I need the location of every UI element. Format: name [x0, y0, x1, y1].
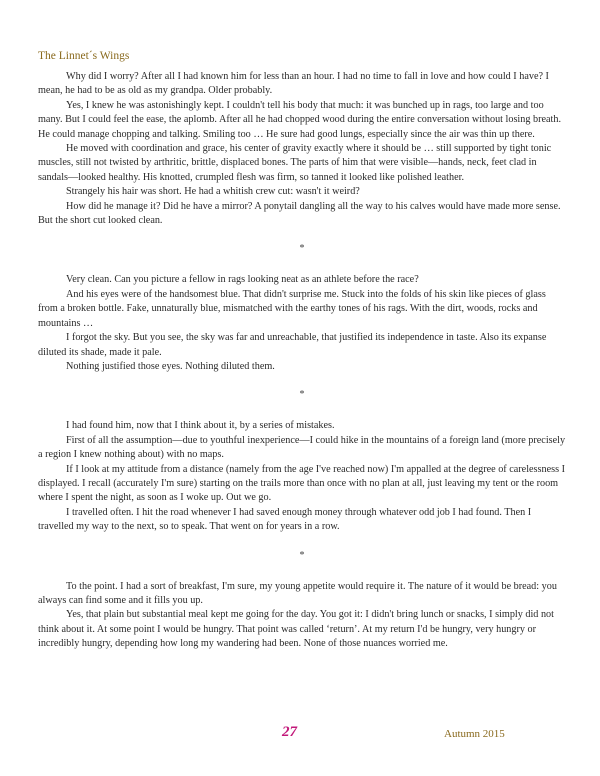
section-separator: *	[299, 243, 305, 255]
paragraph: If I look at my attitude from a distance (namely from the age I've reached now) I'm appalled at the degree of carelessness I displayed. I recall (accurately I'm sure) starting on the trails more than once with no plan at all, just leaving my tent or the room where I spent the night, as soon as I woke up. Out we go.	[38, 463, 565, 504]
paragraph: Nothing justified those eyes. Nothing diluted them.	[66, 360, 275, 372]
paragraph: Yes, that plain but substantial meal kept me going for the day. You got it: I didn't bring lunch or snacks, I simply did not think about it. At some point I would be hungry. That point was called ‘return’. At my return I'd be hungry, very hungry or incredibly hungry, depending how long my wandering had been. None of those nuances worried me.	[38, 609, 554, 650]
section-4	[38, 580, 566, 652]
paragraph: And his eyes were of the handsomest blue. That didn't surprise me. Stuck into the folds of his skin like pieces of glass from a broken bottle. Fake, unnaturally blue, mismatched with the earthy tones of his rags. With the dirt, woods, rocks and mountains …	[38, 288, 546, 329]
paragraph: How did he manage it? Did he have a mirror? A ponytail dangling all the way to his calves would have made more sense. But the short cut looked clean.	[38, 200, 561, 227]
paragraph: First of all the assumption—due to youthful inexperience—I could hike in the mountains of a foreign land (more precisely a region I knew nothing about) with no maps.	[38, 434, 566, 461]
paragraph: Very clean. Can you picture a fellow in rags looking neat as an athlete before the race?	[66, 274, 419, 286]
page-number: 27	[282, 724, 297, 740]
paragraph: Why did I worry? After all I had known him for less than an hour. I had no time to fall in love and how could I have? I mean, he had to be as old as my grandpa. Older probably.	[38, 71, 549, 97]
paragraph: To the point. I had a sort of breakfast, I'm sure, my young appetite would require it. The nature of it would be bread: you always can find some and it fills you up.	[38, 580, 557, 606]
issue-label: Autumn 2015	[444, 728, 505, 740]
section-1	[38, 70, 566, 228]
paragraph: I travelled often. I hit the road whenever I had saved enough money through whatever odd job I had found. Then I travelled my way to the next, so to speak. That went on for years in a row.	[38, 506, 532, 533]
section-separator: *	[299, 549, 305, 561]
paragraph: I forgot the sky. But you see, the sky was far and unreachable, that justified its independence in taste. Also its expanse diluted its shade, made it pale.	[38, 332, 547, 358]
paragraph: He moved with coordination and grace, his center of gravity exactly where it should be … still supported by tight tonic muscles, still not twisted by arthritic, brittle, displaced bones. The parts of him that were visible—hands, neck, feet clad in sandals—looked healthy. His knotted, crumpled flesh was firm, so tanned it looked like polished leather.	[38, 143, 552, 183]
section-2	[38, 273, 566, 374]
section-separator: *	[299, 389, 305, 401]
article-body	[38, 70, 566, 652]
paragraph: Yes, I knew he was astonishingly kept. I couldn't tell his body that much: it was bunched up in rags, too large and too many. But I could feel the ease, the aplomb. After all he had chopped wood during the entire conversation without losing breath. He could manage chopping and talking. Smiling too … He sure had good lungs, especially since the air was thin up there.	[38, 99, 561, 140]
paragraph: Strangely his hair was short. He had a whitish crew cut: wasn't it weird?	[66, 186, 360, 198]
running-head: The Linnet´s Wings	[38, 50, 130, 62]
section-3	[38, 419, 566, 534]
paragraph: I had found him, now that I think about it, by a series of mistakes.	[66, 420, 335, 432]
